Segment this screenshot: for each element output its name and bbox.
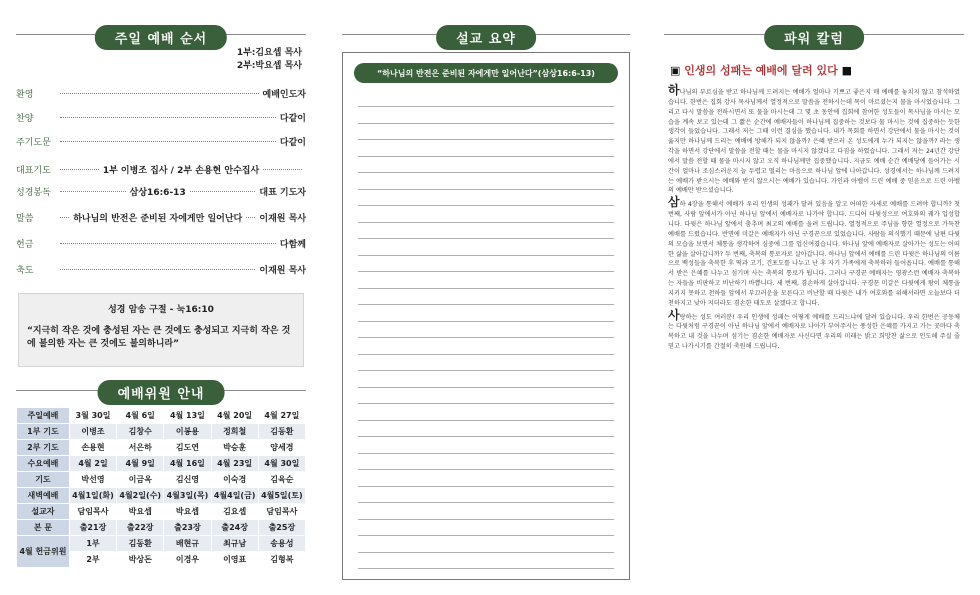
dotted-leader (263, 169, 302, 170)
order-detail: 1부 이병조 집사 / 2부 손용현 안수집사 (102, 165, 260, 176)
column-body (668, 83, 960, 354)
table-cell: 이봉용 (164, 424, 211, 440)
dotted-leader (190, 191, 256, 192)
column-heading (670, 62, 852, 78)
note-line (358, 552, 614, 553)
committee-title: 예배위원 안내 (98, 380, 225, 405)
table-cell: 4월1일(화) (69, 488, 116, 504)
table-cell: 김육순 (258, 472, 305, 488)
table-cell: 3월 30일 (69, 408, 116, 424)
paragraph-text: 나님의 부르심을 받고 하나님께 드려지는 예배가 얼마나 기쁘고 좋은지 매 예배를 놓치지 않고 참석하였습니다. 한번은 집회 강사 목사님께서 열정적으로 말씀을 전하시는데 목이 마르셨는지 물을 마시었습니다. 그리고 다시 말씀을 전하시면서 또 물을 마시는데 그 몇 초 동안에 집회에 참여한 성도들이 목사님을 마시는 모습을 계속 보고 있는데 그 짧은 순간에 예배자들이 하나님께 집중하는 것보다 물 마시는 것에 집중하는 듯한 생각이 들었습니다. 그래서 저는 그때 이런 결심을 했습니다. 내가 목회를 하면서 강단에서 물을 마시는 것이 옳지만 하나님께 드리는 예배에 방해가 되지 않을까? 은혜 받으러 온 성도에게 누가 되지는 않을까? 라는 생각을 하면서 강단에서 말씀을 전할 때는 물을 마시지 않겠다고 다짐을 하였습니다. 그래서 저는 24년간 강단에서 말씀 전할 때 물을 마시지 않고 오직 하나님께만 집중했습니다. 지금도 예배 순간 예배당에 들어가는 시간이 얼마나 조심스러운지 늘 두렵고 떨리는 마음으로 하나님 앞에 나아갑니다. 성경에서는 하나님께 드려지는 예배가 받으시는 예배와 받지 않으시는 예배가 있습니다. 가인과 아벨이 드린 예배 중 믿음으로 드린 아벨의 예배만 받으셨습니다. (668, 89, 960, 195)
row-header: 1부 기도 (17, 424, 70, 440)
table-row (17, 520, 306, 536)
table-cell: 출21장 (69, 520, 116, 536)
dotted-leader (60, 269, 255, 270)
order-value: 이재원 목사 (259, 213, 307, 224)
note-line (358, 403, 614, 404)
table-cell: 4월 16일 (164, 456, 211, 472)
table-cell: 4월 2일 (69, 456, 116, 472)
table-cell: 이병조 (69, 424, 116, 440)
table-cell: 김신영 (164, 472, 211, 488)
table-cell: 이금옥 (117, 472, 164, 488)
note-line (358, 535, 614, 536)
table-cell: 배현규 (164, 536, 211, 552)
drop-cap: 삼 (668, 195, 680, 210)
note-line (358, 156, 614, 157)
table-cell: 이경우 (164, 552, 211, 568)
dotted-leader (60, 243, 276, 244)
table-row (17, 472, 306, 488)
table-cell: 담임목사 (258, 504, 305, 520)
column-heading-text: 인생의 성패는 예배에 달려 있다 (684, 64, 838, 77)
memory-verse-box (18, 293, 304, 367)
order-value: 다같이 (279, 113, 306, 124)
note-line (358, 387, 614, 388)
order-label: 주기도문 (16, 137, 51, 148)
worship-order-title: 주일 예배 순서 (95, 25, 227, 50)
table-cell: 출25장 (258, 520, 305, 536)
note-line (358, 321, 614, 322)
table-cell: 손용현 (69, 440, 116, 456)
row-header: 새벽예배 (17, 488, 70, 504)
table-cell: 출24장 (211, 520, 258, 536)
note-line (358, 139, 614, 140)
dotted-leader (60, 117, 276, 118)
table-cell: 4월 27일 (258, 408, 305, 424)
preacher-1: 1부:김요셉 목사 (236, 48, 302, 58)
drop-cap: 하 (668, 83, 680, 97)
power-column-panel (664, 0, 964, 595)
note-line (358, 370, 614, 371)
table-cell: 4월2일(수) (117, 488, 164, 504)
note-line (358, 337, 614, 338)
table-row (17, 504, 306, 520)
dotted-leader (246, 217, 255, 218)
note-line (358, 238, 614, 239)
table-cell: 4월 23일 (211, 456, 258, 472)
order-value: 예배인도자 (262, 89, 306, 100)
dotted-leader (60, 93, 259, 94)
sermon-summary-title: 설교 요약 (436, 25, 536, 50)
note-line (358, 469, 614, 470)
note-line (358, 502, 614, 503)
table-cell: 4월5일(토) (258, 488, 305, 504)
committee-table (16, 407, 306, 568)
table-cell: 이영표 (211, 552, 258, 568)
note-line (358, 420, 614, 421)
worship-order-row (16, 110, 306, 124)
paragraph-text: 하 4장을 통해서 예배가 우리 인생의 성패가 달려 있음을 알고 어떠한 자세로 예배를 드려야 합니까? 첫 번째, 사람 앞에서가 아닌 하나님 앞에서 예배자로 나가야 합니다. 드디어 다윗성으로 여호와의 궤가 입성합니다. 다윗은 하나님 앞에서 춤추며 최고의 예배를 올려 드립니다. 열정적으로 주님을 향한 열정으로 가득찬 예배를 드렸습니다. 반면에 미갈은 예배자가 아닌 구경꾼으로 있었습니다. 사람들 의식했기 때문에 남편 다윗의 모습을 보면서 체통을 생각하여 심중에 그를 업신여겼습니다. 하나님 앞에 예배자로 살아가는 성도는 어떠한 삶을 살아갑니까? 두 번째, 축복의 통로자로 살아갑니다. 하나님 앞에서 예배를 드린 다윗은 하나님의 이름으로 백성들을 축복한 후 떡과 고기, 건포도를 나누고 난 후 자기 가족에게 축복하러 들어옵니다. 예배를 통해서 받은 은혜를 나누고 섬기며 사는 축복의 통로가 됩니다. 그러나 구경꾼 예배자는 영광스런 예배자 축복하는 자들을 비판하고 비난하기 바쁩니다. 세 번째, 겸손하게 살아갑니다. 구경꾼 미갈은 다윗에게 왕이 체통을 지키지 못하고 천하들 앞에서 부끄러운을 모른다고 비난할 때 다윗은 내가 여호와를 위해서라면 오늘보다 더 천하지고 낮아 지더라도 겸손한 태도로 살겠다고 합니다. (668, 201, 960, 307)
preacher-2: 2부:박요셉 목사 (236, 61, 302, 71)
table-cell: 박요셉 (164, 504, 211, 520)
worship-order-row (16, 210, 306, 224)
table-cell: 정희철 (211, 424, 258, 440)
row-header: 주일예배 (17, 408, 70, 424)
paragraph-text: 랑하는 성도 여러분! 우리 인생에 성패는 어떻게 예배를 드리느냐에 달려 있습니다. 우리 한번은 공동체는 다윗처럼 구경꾼이 아닌 하나님 앞에서 예배자로 나아가 부어주시는 풍성한 은혜를 가지고 가는 곳마다 축복하고 내 것을 나누며 섬기는 겸손한 예배자로 사신다면 우리의 미래는 밝고 희망찬 삶으로 인도해 주실 줄 믿고 나가시기를 간절히 축원해 드립니다. (668, 313, 960, 351)
dotted-leader (60, 217, 69, 218)
worship-order-panel (16, 0, 306, 595)
note-line (358, 486, 614, 487)
note-line (358, 354, 614, 355)
table-cell: 4월 6일 (117, 408, 164, 424)
table-row (17, 440, 306, 456)
note-line (358, 304, 614, 305)
order-label: 환영 (16, 89, 34, 100)
worship-order-row (16, 184, 306, 198)
row-header: 4월 헌금위원 (17, 536, 70, 568)
table-cell: 4월4일(금) (211, 488, 258, 504)
worship-order-row (16, 262, 306, 276)
order-label: 성경봉독 (16, 187, 51, 198)
order-label: 말씀 (16, 213, 34, 224)
memory-verse-text: “지극히 작은 것에 충성된 자는 큰 것에도 충성되고 지극히 작은 것에 불의한 자는 큰 것에도 불의하니라” (27, 326, 291, 349)
table-cell: 박승훈 (211, 440, 258, 456)
table-row (17, 456, 306, 472)
note-line (358, 172, 614, 173)
table-row (17, 424, 306, 440)
table-row (17, 536, 306, 552)
note-line (358, 255, 614, 256)
drop-cap: 사 (668, 307, 680, 322)
order-label: 축도 (16, 265, 34, 276)
column-paragraph (668, 83, 960, 196)
order-value: 다함께 (279, 239, 306, 250)
table-cell: 김요셉 (211, 504, 258, 520)
note-line (358, 189, 614, 190)
table-row (17, 488, 306, 504)
row-header: 기도 (17, 472, 70, 488)
note-line (358, 205, 614, 206)
table-row (17, 408, 306, 424)
table-cell: 김형복 (258, 552, 305, 568)
table-cell: 4월 20일 (211, 408, 258, 424)
table-cell: 4월 9일 (117, 456, 164, 472)
table-cell: 최규남 (211, 536, 258, 552)
table-cell: 4월 13일 (164, 408, 211, 424)
note-line (358, 519, 614, 520)
row-header: 2부 기도 (17, 440, 70, 456)
note-line (358, 271, 614, 272)
note-line (358, 288, 614, 289)
memory-verse-title: 성경 암송 구절 - 눅16:10 (108, 305, 214, 315)
note-line (358, 106, 614, 107)
table-cell: 이숙경 (211, 472, 258, 488)
table-cell: 김동환 (258, 424, 305, 440)
note-line (358, 123, 614, 124)
column-paragraph (668, 195, 960, 308)
order-value: 다같이 (279, 137, 306, 148)
table-cell: 출23장 (164, 520, 211, 536)
dotted-leader (60, 141, 276, 142)
worship-order-row (16, 86, 306, 100)
table-cell: 담임목사 (69, 504, 116, 520)
table-cell: 김동환 (117, 536, 164, 552)
order-detail: 하나님의 반전은 준비된 자에게만 일어난다 (73, 213, 243, 224)
order-value: 대표 기도자 (259, 187, 306, 198)
preachers (237, 47, 302, 73)
order-label: 대표기도 (16, 165, 51, 176)
table-cell: 김도연 (164, 440, 211, 456)
order-label: 헌금 (16, 239, 34, 250)
table-cell: 출22장 (117, 520, 164, 536)
table-cell: 박선영 (69, 472, 116, 488)
note-line (358, 453, 614, 454)
column-paragraph (668, 307, 960, 352)
power-column-title: 파워 칼럼 (764, 25, 864, 50)
table-cell: 서은하 (117, 440, 164, 456)
note-line (358, 222, 614, 223)
row-header: 설교자 (17, 504, 70, 520)
table-cell: 양세경 (258, 440, 305, 456)
worship-order-row (16, 134, 306, 148)
row-header: 본 문 (17, 520, 70, 536)
sermon-summary-panel (342, 0, 630, 595)
table-cell: 김창수 (117, 424, 164, 440)
row-header: 수요예배 (17, 456, 70, 472)
order-value: 이재원 목사 (259, 265, 306, 276)
order-label: 찬양 (16, 113, 34, 124)
table-cell: 4월 30일 (258, 456, 305, 472)
notes-paper (342, 52, 630, 580)
square-icon: ▣ (670, 64, 681, 77)
table-cell: 박요셉 (117, 504, 164, 520)
note-line (358, 568, 614, 569)
note-line (358, 436, 614, 437)
table-cell: 1부 (69, 536, 116, 552)
table-cell: 박상돈 (117, 552, 164, 568)
order-detail: 삼상16:6-13 (129, 187, 186, 198)
dotted-leader (60, 191, 126, 192)
worship-order-row (16, 162, 306, 176)
sermon-title: “하나님의 반전은 준비된 자에게만 일어난다”(삼상16:6-13) (354, 63, 618, 83)
table-cell: 4월3일(목) (164, 488, 211, 504)
square-icon: ■ (841, 64, 852, 77)
table-cell: 송용성 (258, 536, 305, 552)
dotted-leader (60, 169, 99, 170)
worship-order-row (16, 236, 306, 250)
table-cell: 2부 (69, 552, 116, 568)
